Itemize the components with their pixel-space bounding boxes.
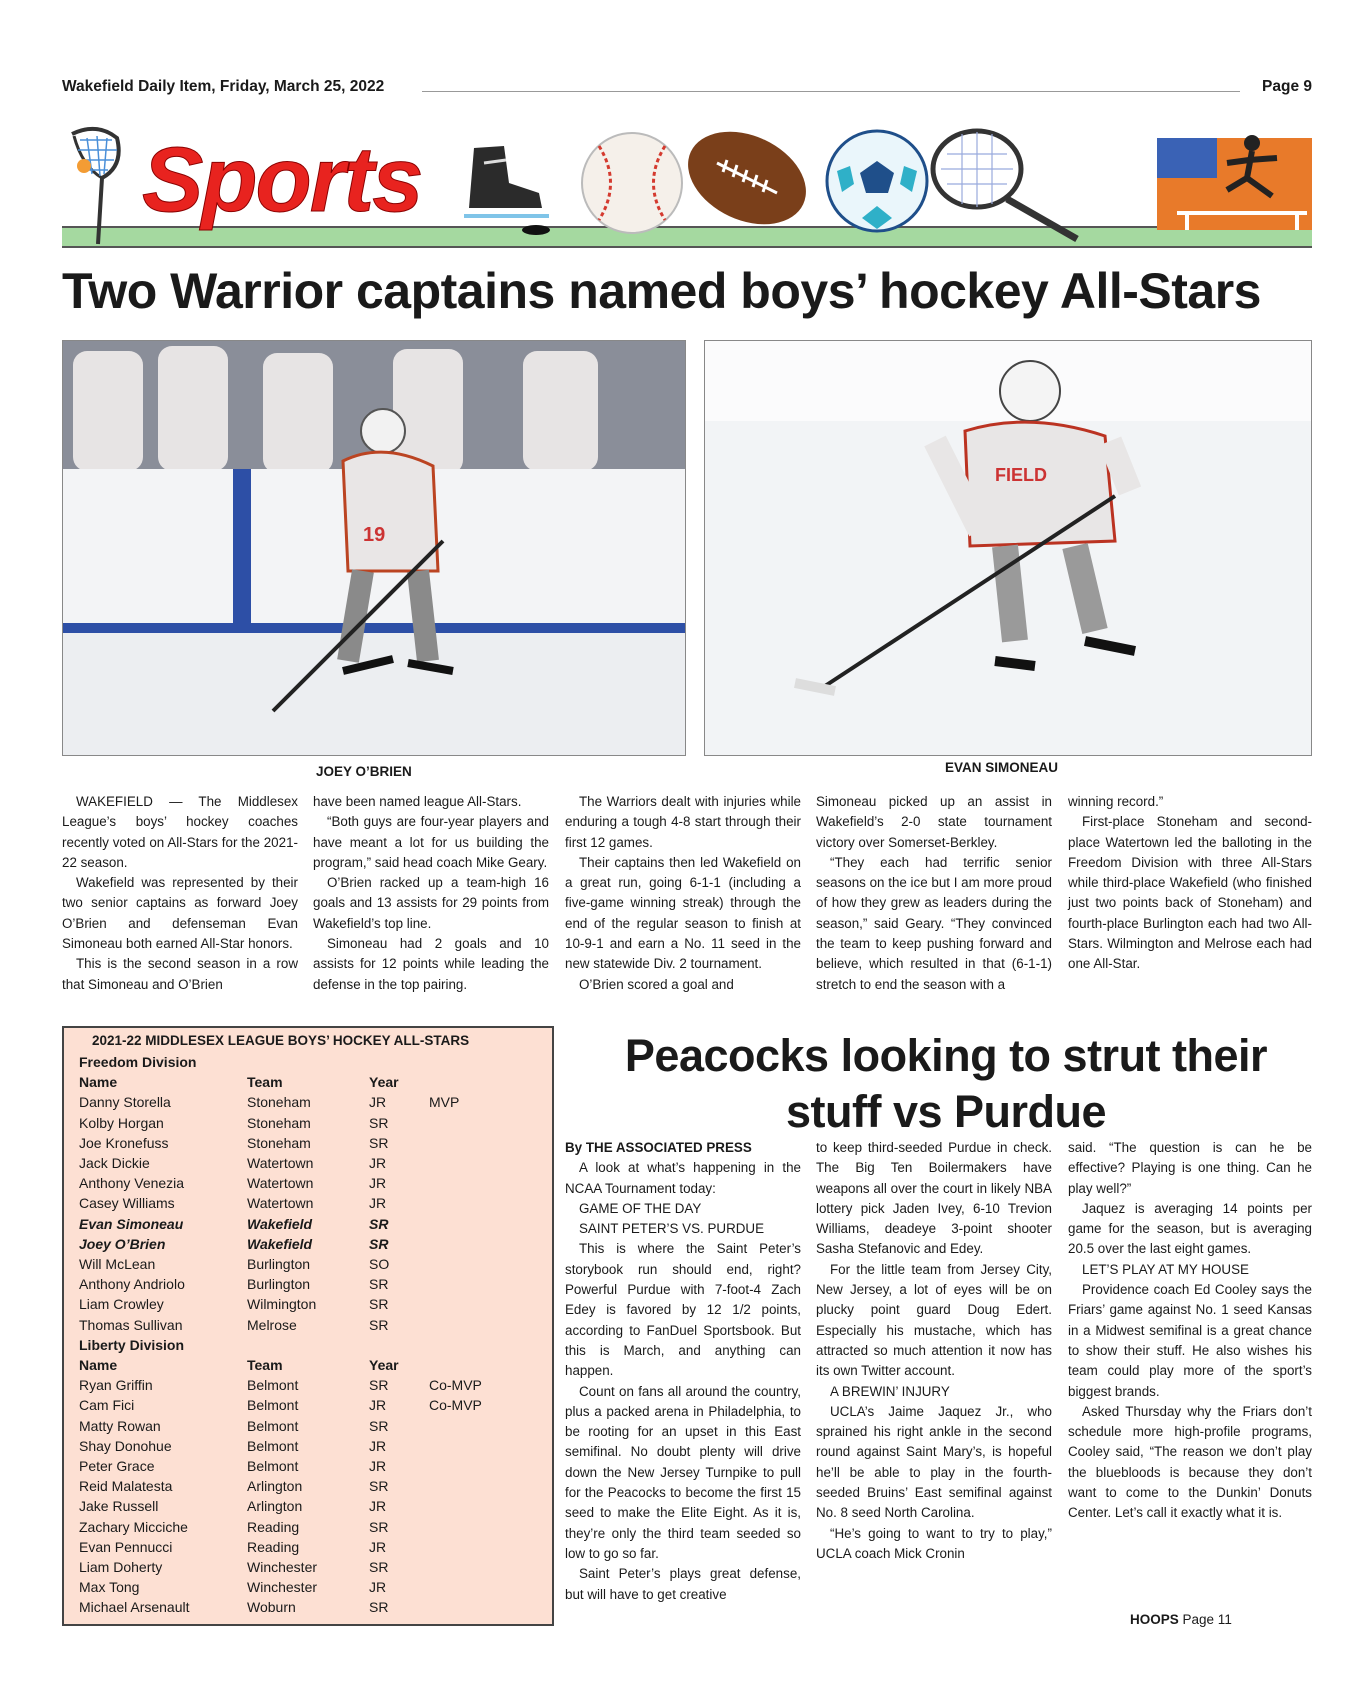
story2-column-1 [565, 1138, 801, 1605]
player-name: Joey O’Brien [79, 1235, 166, 1252]
player-year: JR [369, 1155, 387, 1171]
table-row [79, 1115, 549, 1135]
division-label [79, 1054, 549, 1074]
player-name: Cam Fici [79, 1397, 135, 1414]
player-team: Winchester [247, 1579, 318, 1596]
player-team: Burlington [247, 1276, 311, 1293]
player-team: Winchester [247, 1559, 318, 1575]
story1-column-1 [62, 792, 298, 995]
player-year: JR [369, 1397, 387, 1414]
story1-column-4 [816, 792, 1052, 995]
photo2-caption: EVAN SIMONEAU [945, 760, 1059, 775]
header-year: Year [369, 1074, 399, 1091]
photo-joey-obrien [62, 340, 686, 756]
story1-paragraph: “They each had terrific senior seasons on the ice but I am more proud of how they grew as leaders during the season,” said Geary. “They convinced the team to keep pushing forward and believe, which resulted in that (6-1-1) stretch to end the season with a [816, 854, 1052, 992]
story1-paragraph: winning record.” [1068, 794, 1164, 809]
story2-paragraph: Jaquez is averaging 14 points per game for the season, but is averaging 20.5 over the last eight games. [1068, 1200, 1312, 1257]
story1-paragraph: Wakefield was represented by their two senior captains as forward Joey O’Brien and defenseman Evan Simoneau both earned All-Star honors. [62, 875, 298, 952]
story2-paragraph: This is where the Saint Peter’s storybook run should end, right? Powerful Purdue with 7-foot-4 Zach Edey is favored by 12 1/2 points, according to FanDuel Sportsbook. But this is March, and anything can happen. [565, 1241, 801, 1379]
story2-paragraph: Providence coach Ed Cooley says the Friars’ game against No. 1 seed Kansas in a Midwest semifinal is a great chance to show their stuff. He also wishes his team could play more of the sport’s biggest brands. [1068, 1282, 1312, 1399]
story1-paragraph: Simoneau had 2 goals and 10 assists for 12 points while leading the defense in the top pairing. [313, 936, 549, 992]
player-year: JR [369, 1195, 387, 1212]
player-name: Jack Dickie [79, 1155, 150, 1171]
story2-headline: Peacocks looking to strut their stuff vs Purdue [624, 1030, 1268, 1137]
player-team: Watertown [247, 1195, 314, 1212]
player-year: SR [369, 1215, 389, 1232]
football-icon [677, 118, 817, 238]
header-team: Team [247, 1357, 283, 1373]
player-team: Stoneham [247, 1094, 311, 1111]
table-row [79, 1498, 549, 1518]
player-name: Kolby Horgan [79, 1114, 164, 1131]
header-rule [422, 91, 1240, 92]
player-name: Anthony Venezia [79, 1175, 185, 1192]
story2-paragraph: Saint Peter’s plays great defense, but will have to get creative [565, 1566, 801, 1602]
photo-evan-simoneau [704, 340, 1312, 756]
player-year: SR [369, 1114, 389, 1131]
story1-column-2 [313, 792, 549, 995]
player-team: Burlington [247, 1256, 311, 1272]
player-award: Co-MVP [429, 1397, 482, 1414]
table-row [79, 1094, 549, 1114]
player-name: Michael Arsenault [79, 1599, 190, 1616]
story2-paragraph: said. “The question is can he be effective? Playing is one thing. Can he play well?” [1068, 1140, 1312, 1196]
lacrosse-stick-icon [62, 126, 132, 246]
baseball-icon [577, 128, 687, 238]
allstars-table [62, 1026, 554, 1626]
player-year: SR [369, 1377, 389, 1394]
player-team: Reading [247, 1518, 300, 1535]
story1-paragraph: First-place Stoneham and second-place Watertown led the balloting in the Freedom Division with three All-Stars while third-place Wakefield (who finished just two points back of Stoneham) and fourth-place Burlington each had two All-Stars. Wilmington and Melrose each had one All-Star. [1068, 814, 1312, 972]
player-year: SR [369, 1276, 389, 1293]
player-name: Max Tong [79, 1579, 140, 1596]
soccer-ball-icon [822, 126, 932, 236]
player-name: Liam Crowley [79, 1296, 164, 1313]
player-team: Wakefield [247, 1215, 313, 1232]
svg-text:FIELD: FIELD [995, 465, 1047, 485]
sports-banner [62, 118, 1312, 253]
player-year: SO [369, 1256, 390, 1272]
player-year: SR [369, 1316, 389, 1333]
player-team: Woburn [247, 1599, 296, 1616]
table-row [79, 1579, 549, 1599]
table-row [79, 1195, 549, 1215]
player-year: SR [369, 1296, 389, 1313]
table-row [79, 1175, 549, 1195]
header-name: Name [79, 1357, 118, 1373]
story1-paragraph: Simoneau picked up an assist in Wakefield’s 2-0 state tournament victory over Somerset-Berkley. [816, 794, 1052, 850]
jump-line[interactable] [1130, 1612, 1232, 1627]
table-row [79, 1418, 549, 1438]
player-team: Reading [247, 1538, 300, 1555]
story2-subhead: LET’S PLAY AT MY HOUSE [1082, 1261, 1249, 1277]
table-header-row [79, 1074, 549, 1094]
player-year: JR [369, 1094, 387, 1111]
division-label [79, 1337, 549, 1357]
story1-paragraph: The Warriors dealt with injuries while enduring a tough 4-8 start through their first 12 games. [565, 794, 801, 850]
main-headline: Two Warrior captains named boys’ hockey All-Stars [62, 263, 1261, 319]
table-row [79, 1236, 549, 1256]
story2-subhead: GAME OF THE DAY [579, 1200, 702, 1216]
story2-paragraph: UCLA’s Jaime Jaquez Jr., who sprained his right ankle in the second round against Saint Mary’s, is hopeful he’ll be able to play in the fourth-seeded Bruins’ East semifinal against No. 8 seed North Carolina. [816, 1403, 1052, 1521]
player-name: Evan Pennucci [79, 1538, 173, 1555]
division-label-text: Liberty Division [79, 1336, 185, 1353]
story2-subhead: SAINT PETER’S VS. PURDUE [579, 1221, 765, 1237]
player-team: Stoneham [247, 1114, 311, 1131]
story1-paragraph: This is the second season in a row that Simoneau and O’Brien [62, 956, 298, 992]
story2-byline: By THE ASSOCIATED PRESS [565, 1140, 752, 1155]
story2-paragraph: “He’s going to want to try to play,” UCLA coach Mick Cronin [816, 1525, 1052, 1561]
player-year: SR [369, 1478, 389, 1495]
player-team: Arlington [247, 1478, 303, 1495]
player-name: Ryan Griffin [79, 1377, 153, 1394]
player-team: Belmont [247, 1397, 299, 1414]
player-team: Belmont [247, 1377, 299, 1394]
story2-paragraph: Count on fans all around the country, plus a packed arena in Philadelphia, to be rooting for an upset in this East semifinal. No doubt plenty will drive down the New Jersey Turnpike to pull for the Peacocks to become the first 15 seed to make the Elite Eight. As it is, they’re only the third team seeded so low to go so far. [565, 1383, 801, 1561]
table-row [79, 1539, 549, 1559]
player-name: Peter Grace [79, 1458, 155, 1474]
story1-paragraph: have been named league All-Stars. [313, 794, 522, 809]
header-team: Team [247, 1074, 283, 1091]
player-year: JR [369, 1579, 387, 1596]
player-name: Jake Russell [79, 1498, 159, 1515]
hockey-skates-icon [454, 138, 564, 238]
table-row [79, 1276, 549, 1296]
header-year: Year [369, 1357, 399, 1373]
story1-paragraph: O’Brien racked up a team-high 16 goals and 13 assists for 29 points from Wakefield’s top line. [313, 875, 549, 931]
player-year: SR [369, 1559, 389, 1575]
player-year: SR [369, 1134, 389, 1151]
story2-column-2 [816, 1138, 1052, 1564]
table-row [79, 1559, 549, 1579]
player-team: Watertown [247, 1155, 314, 1171]
page-header [62, 74, 1312, 102]
player-name: Zachary Micciche [79, 1518, 188, 1535]
paper-dateline: Wakefield Daily Item, Friday, March 25, 2022 [62, 78, 385, 95]
player-year: SR [369, 1518, 389, 1535]
table-row [79, 1216, 549, 1236]
player-award: MVP [429, 1094, 460, 1111]
table-row [79, 1256, 549, 1276]
story2-paragraph: A look at what’s happening in the NCAA Tournament today: [565, 1160, 801, 1196]
header-name: Name [79, 1074, 118, 1091]
table-row [79, 1458, 549, 1478]
hockey-photo-2 [705, 341, 1312, 756]
table-row [79, 1135, 549, 1155]
story1-paragraph: Their captains then led Wakefield on a great run, going 6-1-1 (including a five-game winning streak) through the end of the regular season to finish at 10-9-1 and earn a No. 11 seed in the new statewide Div. 2 tournament. [565, 854, 801, 972]
photo1-caption: JOEY O’BRIEN [316, 764, 412, 779]
player-team: Melrose [247, 1316, 297, 1333]
sports-wordmark: Sports [142, 129, 422, 231]
jump-label: HOOPS [1130, 1612, 1179, 1627]
player-year: SR [369, 1599, 389, 1616]
story2-subhead: A BREWIN’ INJURY [830, 1383, 950, 1399]
player-team: Arlington [247, 1498, 303, 1515]
player-name: Evan Simoneau [79, 1215, 184, 1232]
hockey-photo-1 [63, 341, 686, 756]
table-row [79, 1397, 549, 1417]
player-team: Belmont [247, 1437, 299, 1454]
player-name: Reid Malatesta [79, 1478, 173, 1495]
player-year: JR [369, 1498, 387, 1515]
table-row [79, 1155, 549, 1175]
player-name: Joe Kronefuss [79, 1134, 169, 1151]
player-team: Watertown [247, 1175, 314, 1192]
player-team: Wilmington [247, 1296, 317, 1313]
allstars-title: 2021-22 MIDDLESEX LEAGUE BOYS’ HOCKEY ALL-STARS [92, 1033, 470, 1048]
player-name: Danny Storella [79, 1094, 171, 1111]
player-team: Wakefield [247, 1235, 313, 1252]
table-row [79, 1478, 549, 1498]
player-year: JR [369, 1175, 387, 1192]
svg-text:19: 19 [363, 524, 386, 546]
player-year: SR [369, 1417, 389, 1434]
player-award: Co-MVP [429, 1377, 482, 1394]
story2-paragraph: Asked Thursday why the Friars don’t schedule more high-profile programs, Cooley said, “The reason we don’t play the bluebloods is because they don’t want to come to the Dunkin’ Donuts Center. Let’s call it exactly what it is. [1068, 1403, 1312, 1521]
player-year: JR [369, 1458, 387, 1474]
story2-paragraph: For the little team from Jersey City, New Jersey, a lot of eyes will be on plucky point guard Doug Edert. Especially his mustache, which has attracted so much attention it now has its own Twitter account. [816, 1261, 1052, 1379]
division-label-text: Freedom Division [79, 1054, 197, 1070]
player-team: Belmont [247, 1458, 299, 1474]
player-year: SR [369, 1235, 389, 1252]
story1-paragraph: O’Brien scored a goal and [579, 976, 734, 992]
table-row [79, 1519, 549, 1539]
table-row [79, 1599, 549, 1619]
player-name: Liam Doherty [79, 1559, 163, 1575]
hurdles-icon [1157, 118, 1312, 230]
table-row [79, 1377, 549, 1397]
table-row [79, 1438, 549, 1458]
player-year: JR [369, 1437, 387, 1454]
table-header-row [79, 1357, 549, 1377]
player-name: Shay Donohue [79, 1437, 172, 1454]
story2-column-3 [1068, 1138, 1312, 1524]
jump-page: Page 11 [1182, 1612, 1232, 1627]
player-name: Will McLean [79, 1256, 156, 1272]
page-number: Page 9 [1262, 78, 1312, 95]
story1-paragraph: WAKEFIELD — The Middlesex League’s boys’ hockey coaches recently voted on All-Stars for the 2021-22 season. [62, 794, 298, 870]
player-team: Stoneham [247, 1134, 311, 1151]
player-year: JR [369, 1538, 387, 1555]
story1-column-3 [565, 792, 801, 995]
player-name: Thomas Sullivan [79, 1316, 183, 1333]
player-name: Anthony Andriolo [79, 1276, 185, 1293]
player-name: Casey Williams [79, 1195, 175, 1212]
table-row [79, 1296, 549, 1316]
story1-column-5 [1068, 792, 1312, 975]
tennis-racket-icon [927, 124, 1087, 244]
player-name: Matty Rowan [79, 1417, 161, 1434]
player-team: Belmont [247, 1417, 299, 1434]
story1-paragraph: “Both guys are four-year players and have meant a lot for us building the program,” said head coach Mike Geary. [313, 814, 549, 870]
story2-paragraph: to keep third-seeded Purdue in check. The Big Ten Boilermakers have weapons all over the court in likely NBA lottery pick Jaden Ivey, 6-10 Trevion Williams, deadeye 3-point shooter Sasha Stefanovic and Edey. [816, 1140, 1052, 1257]
table-row [79, 1317, 549, 1337]
